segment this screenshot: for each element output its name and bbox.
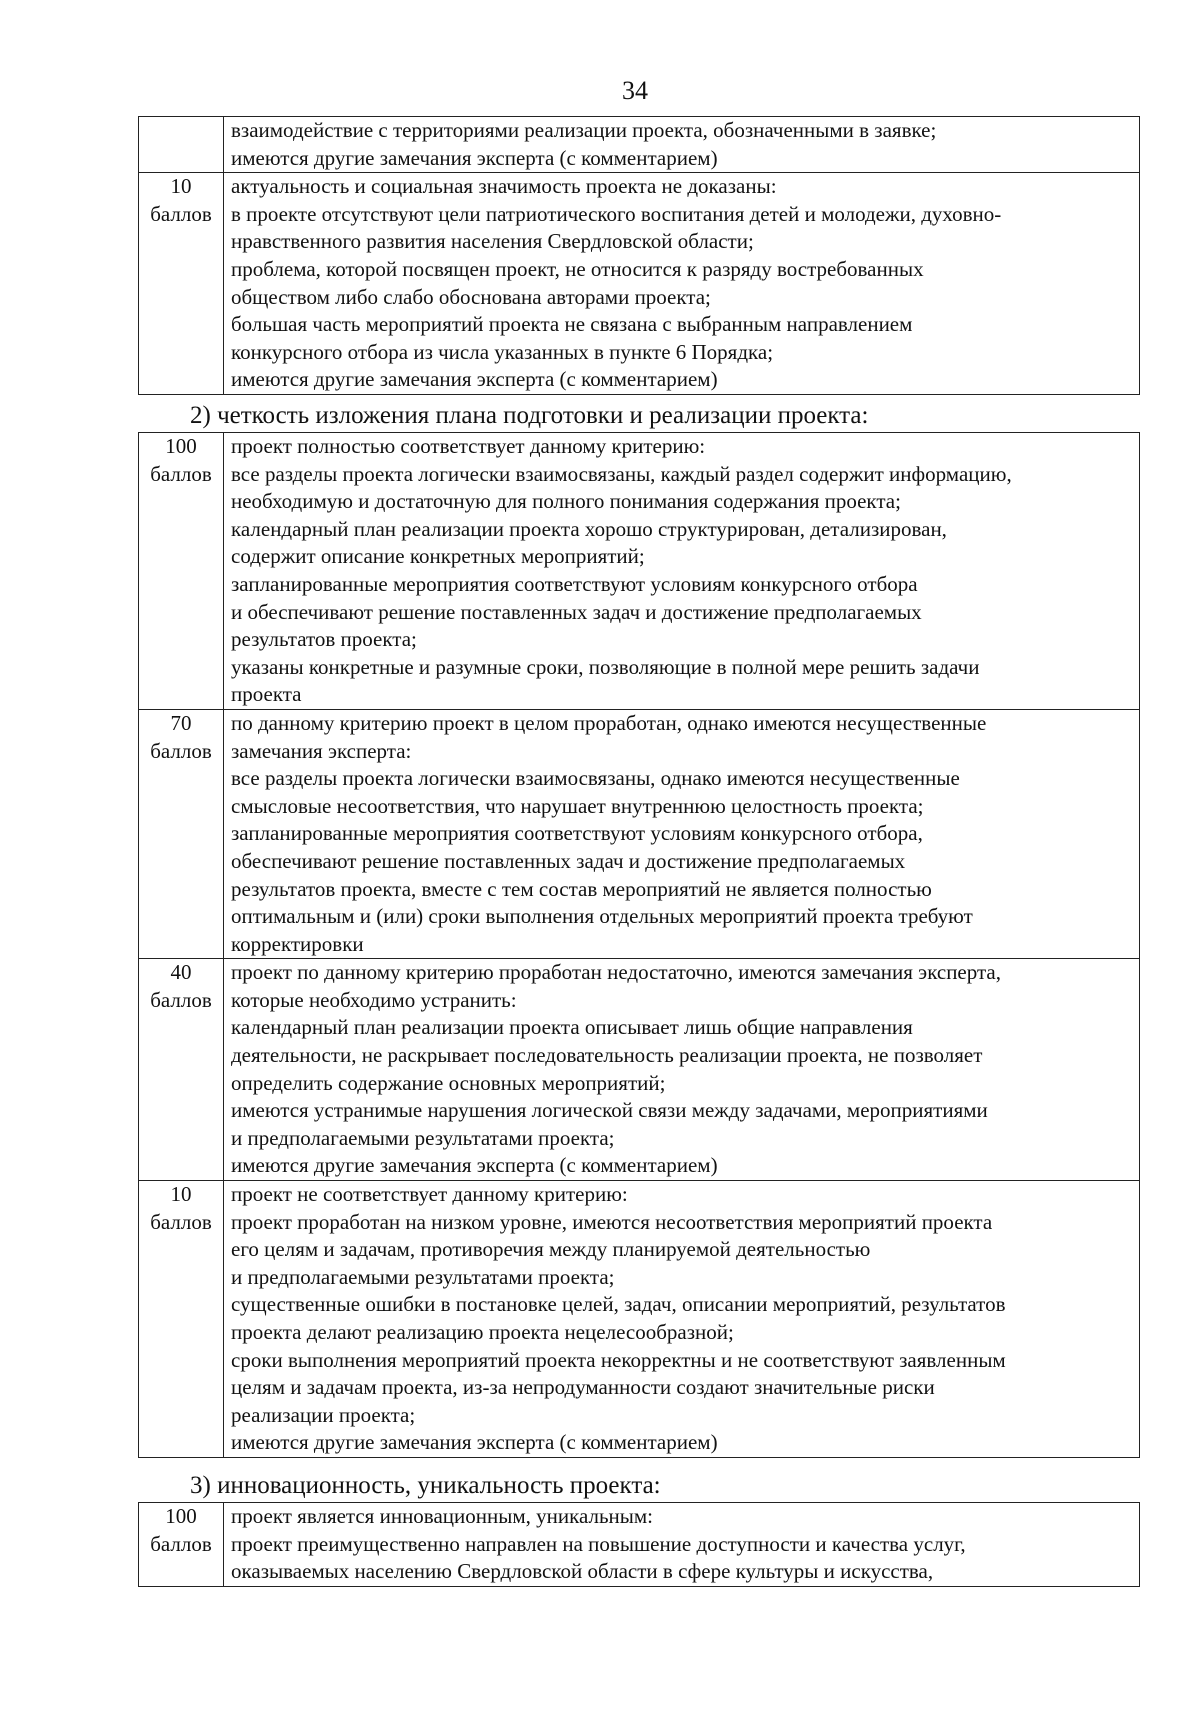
criteria-table-1	[138, 116, 1140, 395]
criteria-table-3	[138, 1502, 1140, 1587]
description-line: проект полностью соответствует данному критерию:	[231, 434, 706, 458]
criteria-row	[139, 709, 1140, 958]
description-line: целям и задачам проекта, из-за непродуманности создают значительные риски	[231, 1375, 935, 1400]
section-heading-3: 3) инновационность, уникальность проекта:	[190, 1472, 661, 1499]
description-line: результатов проекта, вместе с тем состав мероприятий не является полностью	[231, 876, 932, 901]
score-cell	[139, 709, 224, 958]
description-line: все разделы проекта логически взаимосвязаны, каждый раздел содержит информацию,	[231, 461, 1012, 486]
description-line: оптимальным и (или) сроки выполнения отдельных мероприятий проекта требуют	[231, 904, 973, 929]
description-line: имеются другие замечания эксперта (с комментарием)	[231, 367, 718, 392]
criterion-description	[224, 433, 1140, 710]
description-line: смысловые несоответствия, что нарушает внутреннюю целостность проекта;	[231, 793, 924, 818]
description-line: нравственного развития населения Свердловской области;	[231, 229, 754, 254]
criteria-table-2	[138, 432, 1140, 1458]
criterion-description	[224, 959, 1140, 1181]
description-line: обеспечивают решение поставленных задач и достижение предполагаемых	[231, 848, 906, 873]
description-line: проект не соответствует данному критерию:	[231, 1182, 628, 1207]
description-line: конкурсного отбора из числа указанных в пункте 6 Порядка;	[231, 339, 774, 364]
score-value: 70	[170, 710, 192, 735]
criteria-row	[139, 1503, 1140, 1587]
description-line: сроки выполнения мероприятий проекта некорректны и не соответствуют заявленным	[231, 1347, 1006, 1372]
description-line: имеются другие замечания эксперта (с комментарием)	[231, 145, 718, 170]
score-cell	[139, 959, 224, 1181]
description-line: большая часть мероприятий проекта не связана с выбранным направлением	[231, 312, 913, 337]
description-line: реализации проекта;	[231, 1402, 416, 1427]
description-line: проект является инновационным, уникальным:	[231, 1504, 654, 1528]
description-line: замечания эксперта:	[231, 738, 412, 763]
description-line: проект преимущественно направлен на повышение доступности и качества услуг,	[231, 1531, 966, 1556]
score-value: 100	[165, 434, 197, 458]
description-line: по данному критерию проект в целом проработан, однако имеются несущественные	[231, 710, 987, 735]
description-line: проблема, которой посвящен проект, не относится к разряду востребованных	[231, 256, 924, 281]
description-line: деятельности, не раскрывает последовательность реализации проекта, не позволяет	[231, 1043, 983, 1068]
description-line: проект по данному критерию проработан недостаточно, имеются замечания эксперта,	[231, 960, 1001, 985]
score-value: 40	[170, 960, 192, 985]
criterion-description	[224, 117, 1140, 173]
description-line: обществом либо слабо обоснована авторами проекта;	[231, 284, 711, 309]
description-line: указаны конкретные и разумные сроки, позволяющие в полной мере решить задачи	[231, 654, 980, 679]
page-number: 34	[622, 76, 648, 105]
score-unit: баллов	[150, 987, 212, 1012]
description-line: результатов проекта;	[231, 627, 417, 652]
description-line: определить содержание основных мероприятий;	[231, 1070, 666, 1095]
description-line: и предполагаемыми результатами проекта;	[231, 1264, 615, 1289]
description-line: имеются другие замечания эксперта (с комментарием)	[231, 1430, 718, 1455]
score-cell	[139, 1181, 224, 1458]
description-line: содержит описание конкретных мероприятий;	[231, 544, 645, 569]
description-line: проекта	[231, 682, 302, 707]
description-line: имеются устранимые нарушения логической связи между задачами, мероприятиями	[231, 1098, 988, 1123]
criteria-row	[139, 1181, 1140, 1458]
criterion-description	[224, 1503, 1140, 1587]
description-line: взаимодействие с территориями реализации проекта, обозначенными в заявке;	[231, 118, 937, 142]
description-line: в проекте отсутствуют цели патриотического воспитания детей и молодежи, духовно-	[231, 201, 1002, 226]
score-cell	[139, 1503, 224, 1587]
description-line: и обеспечивают решение поставленных задач и достижение предполагаемых	[231, 599, 922, 624]
description-line: календарный план реализации проекта описывает лишь общие направления	[231, 1015, 913, 1040]
score-unit: баллов	[150, 1209, 212, 1234]
description-line: запланированные мероприятия соответствуют условиям конкурсного отбора	[231, 571, 918, 596]
score-cell	[139, 173, 224, 395]
description-line: корректировки	[231, 931, 364, 956]
description-line: запланированные мероприятия соответствуют условиям конкурсного отбора,	[231, 821, 923, 846]
score-value: 10	[170, 1182, 192, 1207]
description-line: проекта делают реализацию проекта нецелесообразной;	[231, 1320, 734, 1344]
section-heading-2: 2) четкость изложения плана подготовки и реализации проекта:	[190, 402, 869, 429]
description-line: необходимую и достаточную для полного понимания содержания проекта;	[231, 489, 901, 514]
description-line: существенные ошибки в постановке целей, задач, описании мероприятий, результатов	[231, 1292, 1006, 1317]
score-unit: баллов	[150, 1531, 212, 1556]
score-value: 100	[165, 1504, 197, 1528]
criteria-row	[139, 117, 1140, 173]
description-line: имеются другие замечания эксперта (с комментарием)	[231, 1153, 718, 1178]
description-line: и предполагаемыми результатами проекта;	[231, 1125, 615, 1150]
description-line: оказываемых населению Свердловской области в сфере культуры и искусства,	[231, 1559, 934, 1584]
criterion-description	[224, 709, 1140, 958]
criterion-description	[224, 1181, 1140, 1458]
description-line: его целям и задачам, противоречия между планируемой деятельностью	[231, 1237, 871, 1262]
criteria-row	[139, 173, 1140, 395]
score-value: 10	[170, 174, 192, 199]
description-line: которые необходимо устранить:	[231, 987, 517, 1012]
criterion-description	[224, 173, 1140, 395]
criteria-row	[139, 433, 1140, 710]
score-cell	[139, 117, 224, 173]
description-line: актуальность и социальная значимость проекта не доказаны:	[231, 174, 777, 199]
score-unit: баллов	[150, 201, 212, 226]
description-line: проект проработан на низком уровне, имеются несоответствия мероприятий проекта	[231, 1209, 993, 1234]
score-unit: баллов	[150, 738, 212, 763]
score-cell	[139, 433, 224, 710]
score-unit: баллов	[150, 461, 212, 486]
description-line: календарный план реализации проекта хорошо структурирован, детализирован,	[231, 516, 947, 541]
criteria-row	[139, 959, 1140, 1181]
description-line: все разделы проекта логически взаимосвязаны, однако имеются несущественные	[231, 766, 960, 791]
